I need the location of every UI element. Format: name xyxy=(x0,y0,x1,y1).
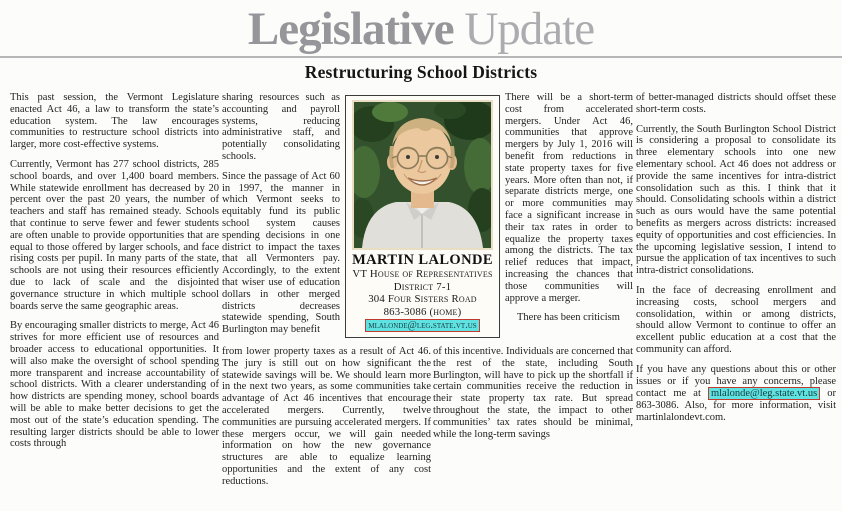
paragraph: Currently, the South Burlington School District is considering a proposal to consolidate its three elementary schools into one new elementary school. Act 46 does not address or provide the same incentives for intra-district consolidation such as this. I think that it should. Consolidating schools within a district such as ours would have the same potential benefits as mergers across districts: increased equity of opportunities and cost efficiencies. In the upcoming legislative session, I intend to pursue the application of tax incentives to such intra-district consolidations. xyxy=(636,123,836,277)
contact-text-before: If you have any questions about this or other issues or if you have any concerns, please contact me at xyxy=(636,363,836,400)
column-4 xyxy=(636,92,836,424)
profile-email-link[interactable]: mlalonde@leg.state.vt.us xyxy=(365,319,479,332)
contact-email-link[interactable]: mlalonde@leg.state.vt.us xyxy=(708,387,820,400)
masthead-title-bold: Legislative xyxy=(247,3,454,55)
paragraph: This past session, the Vermont Legislature enacted Act 46, a law to transform the state’s education system. The law encourages communities to restructure school districts into larger, more cost-effective systems. xyxy=(10,92,219,151)
paragraph: of this incentive. Individuals are concerned that the rest of the state, including South Burlington, will have to pick up the shortfall if certain communities receive the reduction in their state property tax rate. But spread throughout the state, the impact to other communities’ tax rates should be minimal, while the long-term savings xyxy=(433,346,633,440)
paragraph: There will be a short-term cost from accelerated mergers. Under Act 46, communities that approve mergers by July 1, 2016 will benefit from reductions in state property taxes for five years. More often than not, if separate districts merge, one or more communities may face a significant increase in their tax rates in order to equalize the property taxes among the districts. The tax relief reduces that impact, increasing the chances that those communities will approve a merger. xyxy=(505,92,633,304)
masthead-title-light: Update xyxy=(453,3,595,55)
column-1 xyxy=(10,92,219,509)
portrait-photo xyxy=(352,100,493,250)
paragraph: Currently, Vermont has 277 school districts, 285 school boards, and over 1,400 board members. While statewide enrollment has decreased by 20 percent over the past 20 years, the number of teachers and staff has remained steady. Schools that continue to serve fewer and fewer students are often unable to provide opportunities that are equal to those offered by larger schools, and face rising costs per pupil. In many parts of the state, schools are not using their resources efficiently due to lack of scale and the disjointed governance structure in which multiple school boards serve the same geographic areas. xyxy=(10,158,219,312)
article-title: Restructuring School Districts xyxy=(304,62,538,82)
contact-text-after: or 863-3086. Also, for more information, visit martinlalondevt.com. xyxy=(636,388,836,424)
paragraph: Since the passage of Act 60 in 1997, the manner in which Vermont seeks to equitably fund its public school system causes spending decisions in one district to impact the taxes that all Vermonters pay. Accordingly, to the extent that wiser use of education dollars in other merged districts decreases statewide spending, South Burlington may benefit xyxy=(222,170,340,336)
profile-address: 304 Four Sisters Road xyxy=(368,293,477,306)
paragraph: of better-managed districts should offset these short-term costs. xyxy=(636,92,836,115)
paragraph: from lower property taxes as a result of Act 46. The jury is still out on how significant the statewide savings will be. We should learn more in the next two years, as some communities take advantage of Act 46 incentives that encourage accelerated mergers. Currently, twelve communities are pursuing accelerated mergers. If these mergers occur, we will gain needed information on how the new governance structures are able to equalize learning opportunities and the extent of any cost reductions. xyxy=(222,346,431,487)
column-3-wide xyxy=(433,346,633,440)
paragraph: By encouraging smaller districts to merge, Act 46 strives for more efficient use of resources and broader access to educational opportunities. It will also make the oversight of school spending more transparent and increase accountability of school districts. With a clearer understanding of how districts are spending money, school boards will be able to make better decisions to get the most out of the state’s education spending. The resulting larger districts should be able to lower costs through xyxy=(10,320,219,450)
masthead xyxy=(0,3,842,55)
column-2-wide xyxy=(222,346,431,488)
column-2-narrow xyxy=(222,92,340,336)
paragraph: sharing resources such as accounting and payroll systems, reducing administrative staff, and potentially consolidating schools. xyxy=(222,92,340,162)
column-3-narrow xyxy=(505,92,633,324)
profile-name: MARTIN LALONDE xyxy=(352,252,493,268)
profile-district: District 7-1 xyxy=(393,280,452,293)
paragraph: There has been criticism xyxy=(517,312,620,324)
paragraph: In the face of decreasing enrollment and increasing costs, school mergers and consolidation, within or among districts, should allow Vermont to continue to offer an excellent public education at a cost that the community can afford. xyxy=(636,284,836,355)
masthead-rule xyxy=(0,56,842,58)
contact-paragraph xyxy=(636,364,836,424)
profile-phone: 863-3086 (home) xyxy=(383,305,462,318)
profile-org: VT House of Representatives xyxy=(352,268,493,280)
profile-card xyxy=(345,95,500,338)
profile-email xyxy=(346,319,499,332)
